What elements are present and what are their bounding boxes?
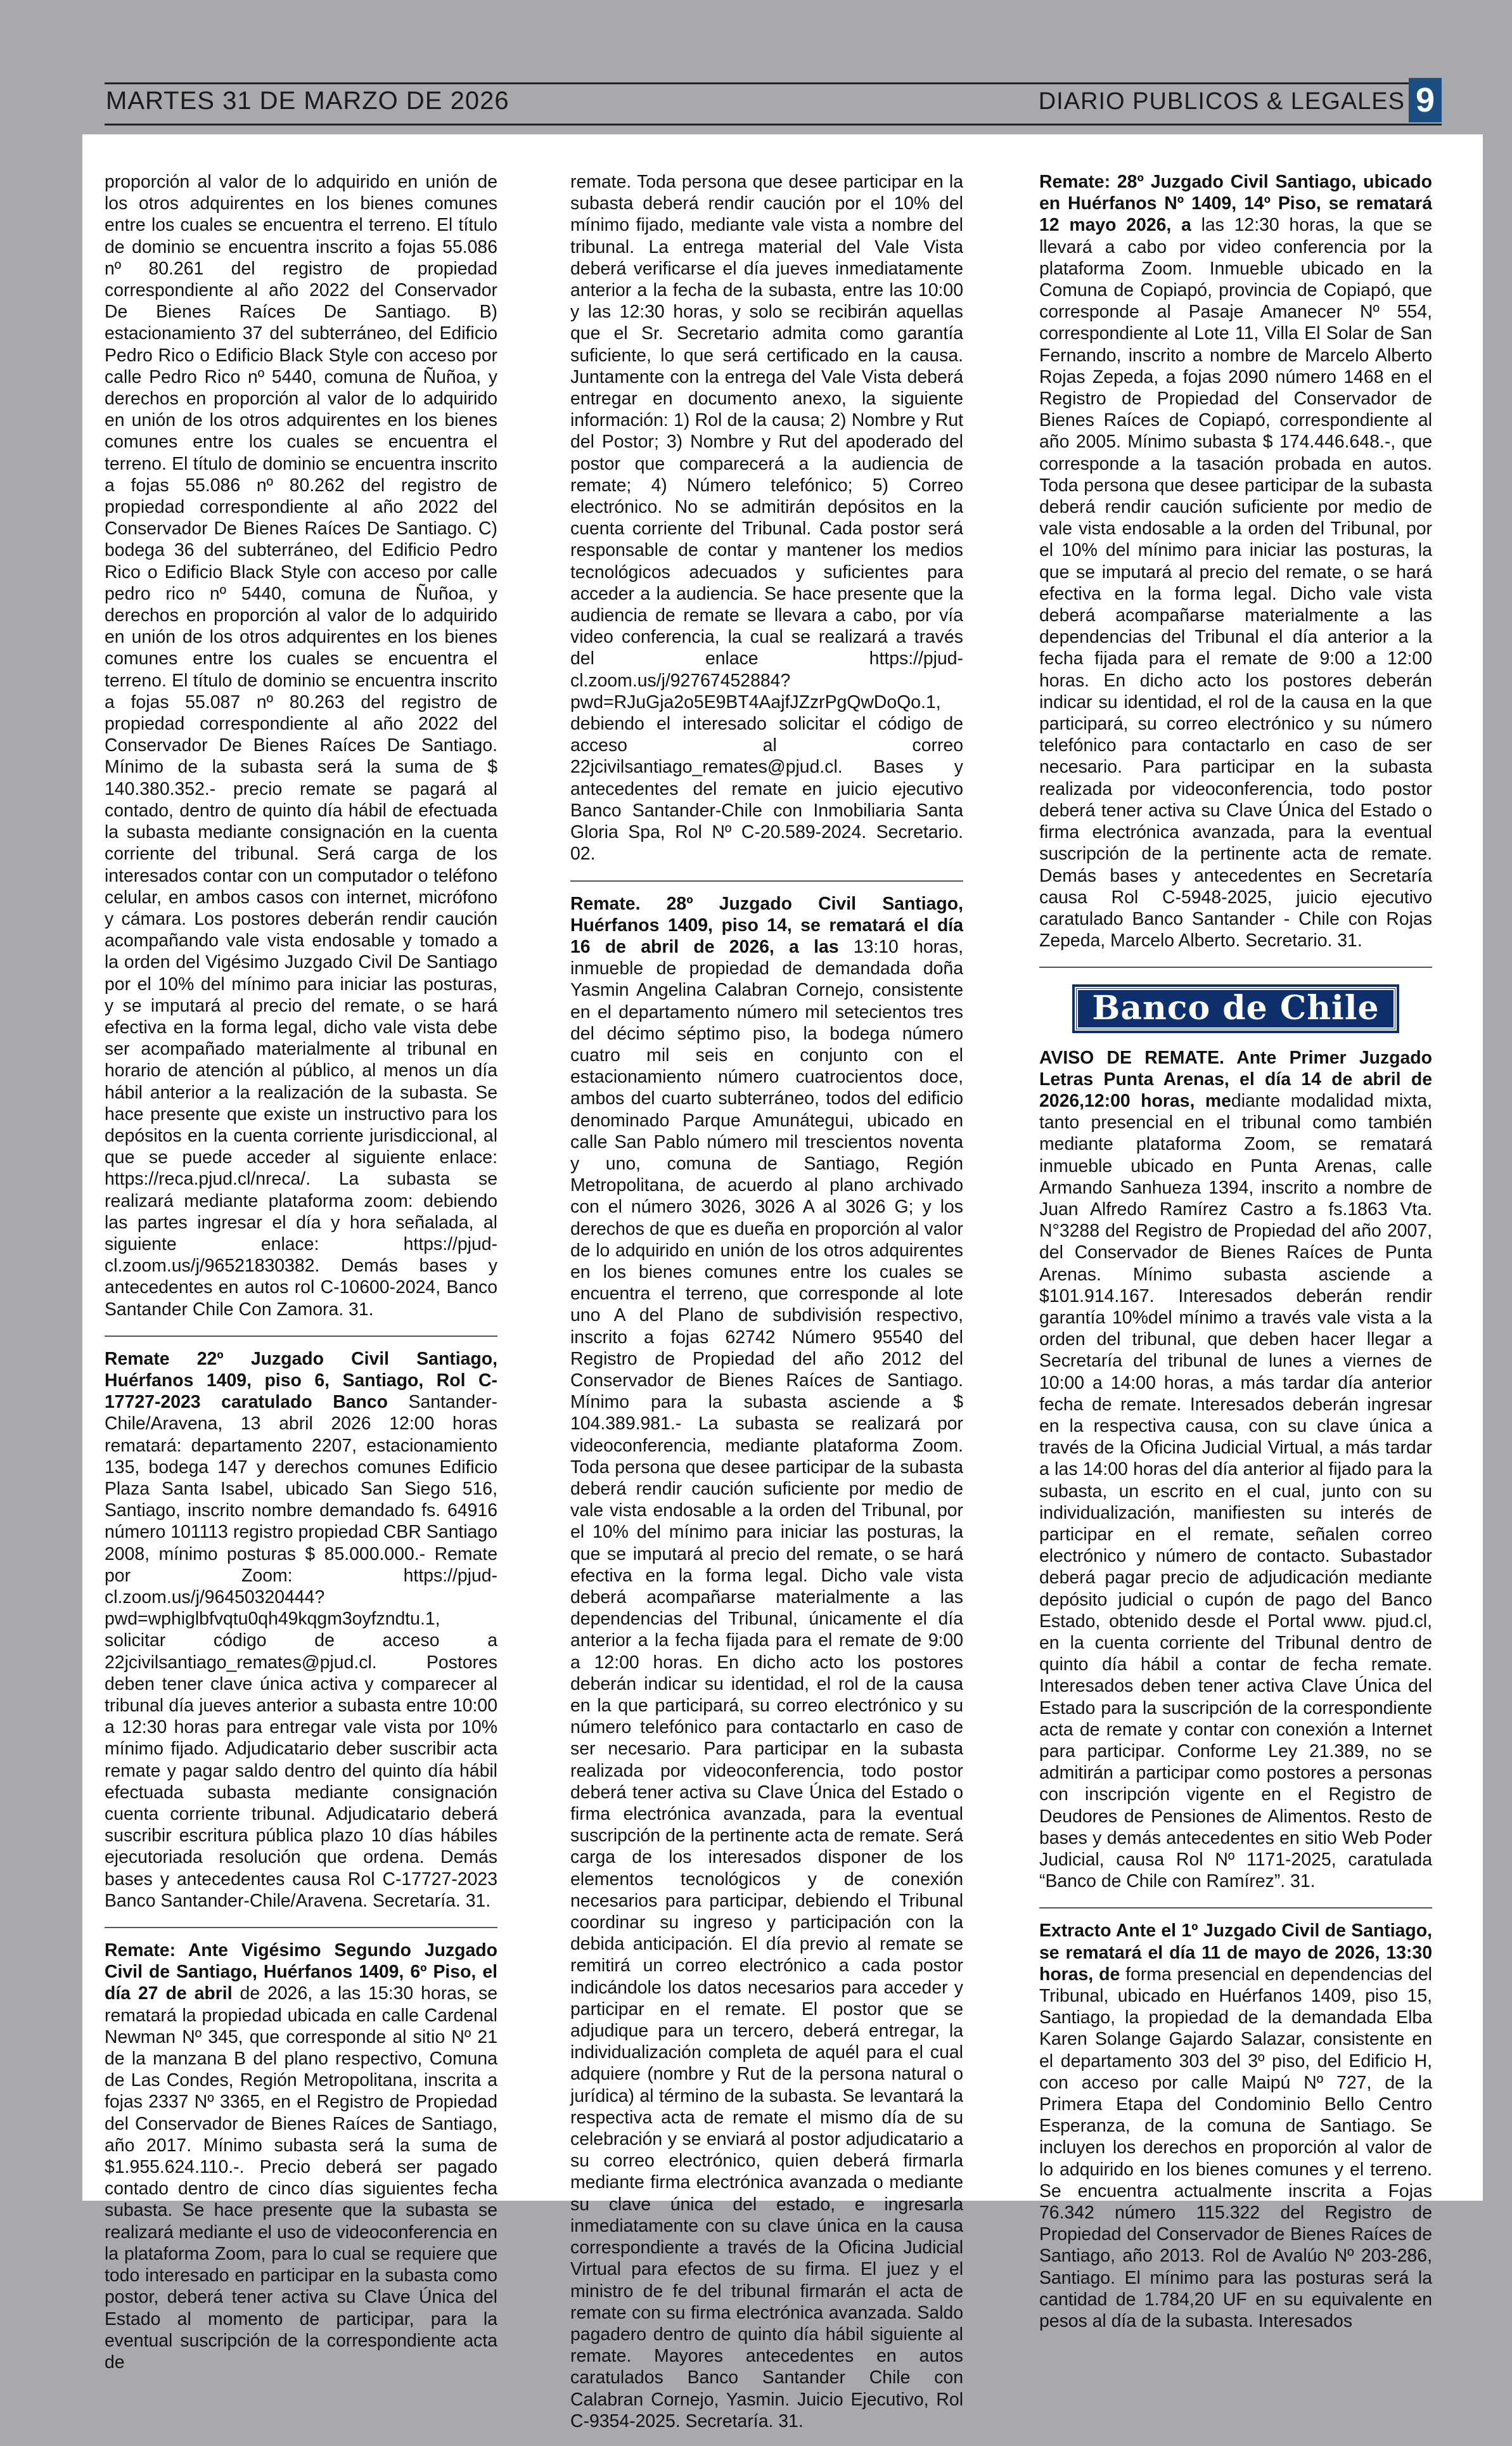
page-header [105, 82, 1442, 126]
column-1 [105, 171, 497, 2387]
column-2 [570, 171, 963, 2446]
notice-lead: Remate: Ante Vigésimo Segundo Juzgado Civil de Santiago, Huérfanos 1409, 6º Piso, el día 27 de abril [105, 1940, 497, 2004]
column-3 [1039, 171, 1432, 2346]
divider [105, 1336, 497, 1337]
notice-body: diante modalidad mixta, tanto presencial en el tribunal como también mediante plataforma Zoom, se rematará inmueble ubicado en Punta Arenas, calle Armando Sanhueza 1394, inscrito a nombre de Juan Alfredo Ramírez Castro a fs.1863 Vta. N°3288 del Registro de Propiedad del año 2007, del Conservador de Bienes Raíces de Punta Arenas. Mínimo subasta asciende a $101.914.167. Interesados deberán rendir garantía 10%del mínimo a través vale vista a la orden del tribunal, que deben hacer llegar a Secretaría del tribunal de lunes a viernes de 10:00 a 14:00 horas, a más tardar día anterior fecha de remate. Interesados deberán ingresar en la respectiva causa, con su clave única a través de la Oficina Judicial Virtual, a más tardar a las 14:00 horas del día anterior al fijado para la subasta, un escrito en el cual, junto con su individualización, manifiesten su interés de participar en el remate, señalen correo electrónico y número de contacto. Subastador deberá pagar precio de adjudicación mediante depósito judicial o cupón de pago del Banco Estado, obtenido desde el Portal www. pjud.cl, en la cuenta corriente del Tribunal dentro de quinto día hábil a contar de fecha remate. Interesados deben tener activa Clave Única del Estado para la suscripción de la correspondiente acta de remate y contar con conexión a Internet para participar. Conforme Ley 21.389, no se admitirán a participar como postores a personas con inscripción vigente en el Registro de Deudores de Pensiones de Alimentos. Resto de bases y demás antecedentes en sitio Web Poder Judicial, causa Rol Nº 1171-2025, caratulada “Banco de Chile con Ramírez”. 31. [1039, 1090, 1432, 1892]
notice-body: Santander-Chile/Aravena, 13 abril 2026 12:00 horas rematará: departamento 2207, estacionamiento 135, bodega 147 y derechos comunes Edificio Plaza Santa Isabel, ubicado San Siego 516, Santiago, inscrito nombre demandado fs. 64916 número 101113 registro propiedad CBR Santiago 2008, mínimo posturas $ 85.000.000.- Remate por Zoom: https://pjud- cl.zoom.us/j/96450320444?pwd=wphiglbfvqtu0qh49kqgm3oyfzndtu.1, solicitar código de acceso a 22jcivilsantiago_remates@pjud.cl. Postores deben tener clave única activa y comparecer al tribunal día jueves anterior a subasta entre 10:00 a 12:30 horas para entregar vale vista por 10% mínimo fijado. Adjudicatario deber suscribir acta remate y pagar saldo dentro del quinto día hábil efectuada subasta mediante consignación cuenta corriente tribunal. Adjudicatario deberá suscribir escritura pública plazo 10 días hábiles ejecutoriada resolución que ordena. Demás bases y antecedentes causa Rol C-17727-2023 Banco Santander-Chile/Aravena. Secretaría. 31. [105, 1392, 497, 1911]
notice-lead: AVISO DE REMATE. Ante Primer Juzgado Letras Punta Arenas, el día 14 de abril de 2026,12:00 horas, me [1039, 1047, 1432, 1111]
divider [1039, 967, 1432, 968]
notice-aviso-punta-arenas [1039, 1047, 1432, 1907]
publication-name: DIARIO PUBLICOS & LEGALES [1038, 88, 1405, 115]
divider [105, 1927, 497, 1928]
notice-body: de 2026, a las 15:30 horas, se rematará la propiedad ubicada en calle Cardenal Newman Nº 345, que corresponde al sitio Nº 21 de la manzana B del plano respectivo, Comuna de Las Condes, Región Metropolitana, inscrita a fojas 2337 Nº 3365, en el Registro de Propiedad del Conservador de Bienes Raíces de Santiago, año 2017. Mínimo subasta será la suma de $1.955.624.110.-. Precio deberá ser pagado contado dentro de cinco días siguientes fecha subasta. Se hace presente que la subasta se realizará mediante el uso de videoconferencia en la plataforma Zoom, para lo cual se requiere que todo interesado en participar en la subasta como postor, deberá tener activa su Clave Única del Estado al momento de participar, para la eventual suscripción de la correspondiente acta de [105, 1983, 497, 2372]
issue-date: MARTES 31 DE MARZO DE 2026 [106, 87, 509, 115]
divider [570, 880, 963, 882]
notice-remate-28-calabran [570, 893, 963, 2446]
notice-lead: Remate 22º Juzgado Civil Santiago, Huérfanos 1409, piso 6, Santiago, Rol C-17727-2023 caratulado Banco [105, 1348, 497, 1413]
notice-body: remate. Toda persona que desee participar en la subasta deberá rendir caución por el 10% del mínimo fijado, mediante vale vista a nombre del tribunal. La entrega material del Vale Vista deberá verificarse el día jueves inmediatamente anterior a la fecha de la subasta, entre las 10:00 y las 12:30 horas, y solo se recibirán aquellas que el Sr. Secretario admita como garantía suficiente, lo que será certificado en la causa. Juntamente con la entrega del Vale Vista deberá entregar en documento anexo, la siguiente información: 1) Rol de la causa; 2) Nombre y Rut del Postor; 3) Nombre y Rut del apoderado del postor que comparecerá a la audiencia de remate; 4) Número telefónico; 5) Correo electrónico. No se admitirán depósitos en la cuenta corriente del Tribunal. Cada postor será responsable de contar y mantener los medios tecnológicos adecuados y suficientes para acceder a la audiencia. Se hace presente que la audiencia de remate se llevara a cabo, por vía video conferencia, la cual se realizará a través del enlace https://pjud-cl.zoom.us/j/92767452884?pwd=RJuGja2o5E9BT4AajfJZzrPgQwDoQo.1, debiendo el interesado solicitar el código de acceso al correo 22jcivilsantiago_remates@pjud.cl. Bases y antecedentes del remate en juicio ejecutivo Banco Santander-Chile con Inmobiliaria Santa Gloria Spa, Rol Nº C-20.589-2024. Secretario. 02. [570, 172, 963, 865]
notice-body: proporción al valor de lo adquirido en unión de los otros adquirentes en los bienes comunes entre los cuales se encuentra el terreno. El título de dominio se encuentra inscrito a fojas 55.086 nº 80.261 del registro de propiedad correspondiente al año 2022 del Conservador De Bienes Raíces De Santiago. B) estacionamiento 37 del subterráneo, del Edificio Pedro Rico o Edificio Black Style con acceso por calle Pedro Rico nº 5440, comuna de Ñuñoa, y derechos en proporción al valor de lo adquirido en unión de los otros adquirentes en los bienes comunes entre los cuales se encuentra el terreno. El título de dominio se encuentra inscrito a fojas 55.086 nº 80.262 del registro de propiedad correspondiente al año 2022 del Conservador De Bienes Raíces De Santiago. C) bodega 36 del subterráneo, del Edificio Pedro Rico o Edificio Black Style con acceso por calle pedro rico nº 5440, comuna de Ñuñoa, y derechos en proporción al valor de lo adquirido en unión de los otros adquirentes en los bienes comunes entre los cuales se encuentra el terreno. El título de dominio se encuentra inscrito a fojas 55.087 nº 80.263 del registro de propiedad correspondiente al año 2022 del Conservador De Bienes Raíces De Santiago. Mínimo de la subasta será la suma de $ 140.380.352.- precio remate se pagará al contado, dentro de quinto día hábil de efectuada la subasta mediante consignación en la cuenta corriente del tribunal. Será carga de los interesados contar con un computador o teléfono celular, en ambos casos con internet, micrófono y cámara. Los postores deberán rendir caución acompañando vale vista endosable y tomado a la orden del Vigésimo Juzgado Civil De Santiago por el 10% del mínimo para iniciar las posturas, y se imputará al precio del remate, o se hará efectiva en la forma legal, dicho vale vista debe ser acompañado materialmente al tribunal en horario de atención al público, al menos un día hábil anterior a la realización de la subasta. Se hace presente que existe un instructivo para los depósitos en la cuenta corriente jurisdiccional, al que se puede acceder al siguiente enlace: https://reca.pjud.cl/nreca/. La subasta se realizará mediante plataforma zoom: debiendo las partes ingresar el día y hora señalada, al siguiente enlace: https://pjud-cl.zoom.us/j/96521830382. Demás bases y antecedentes en autos rol C-10600-2024, Banco Santander Chile Con Zamora. 31. [105, 172, 497, 1320]
notice-remate-22-aravena [105, 1348, 497, 1926]
notice-lead: Extracto Ante el 1º Juzgado Civil de Santiago, se rematará el día 11 de mayo de 2026, 13:30 horas, de [1039, 1921, 1432, 1985]
notice-body: las 12:30 horas, la que se llevará a cabo por video conferencia por la plataforma Zoom. Inmueble ubicado en la Comuna de Copiapó, provincia de Copiapó, que corresponde al Pasaje Amanecer Nº 554, correspondiente al Lote 11, Villa El Solar de San Fernando, inscrito a nombre de Marcelo Alberto Rojas Zepeda, a fojas 2090 número 1468 en el Registro de Propiedad del Conservador de Bienes Raíces de Copiapó, correspondiente al año 2005. Mínimo subasta $ 174.446.648.-, que corresponde a la tasación probada en autos. Toda persona que desee participar de la subasta deberá rendir caución suficiente por medio de vale vista endosable a la orden del Tribunal, por el 10% del mínimo para iniciar las posturas, la que se imputará al precio del remate, o se hará efectiva en la forma legal. Dicho vale vista deberá acompañarse materialmente a las dependencias del Tribunal el día anterior a la fecha fijada para el remate de 9:00 a 12:00 horas. En dicho acto los postores deberán indicar su identidad, el rol de la causa en la que participará, su correo electrónico y su número telefónico para contactarlo en caso de ser necesario. Para participar en la subasta realizada por videoconferencia, todo postor deberá tener activa su Clave Única del Estado o firma electrónica avanzada, para la eventual suscripción de la pertinente acta de remate. Demás bases y antecedentes en Secretaría causa Rol C-5948-2025, juicio ejecutivo caratulado Banco Santander - Chile con Rojas Zepeda, Marcelo Alberto. Secretario. 31. [1039, 215, 1432, 951]
notice-continued [570, 171, 963, 879]
notice-lead: Remate. 28º Juzgado Civil Santiago, Huérfanos 1409, piso 14, se rematará el día 16 de abril de 2026, a las [570, 893, 963, 957]
notice-lead: Remate: 28º Juzgado Civil Santiago, ubicado en Huérfanos Nº 1409, 14º Piso, se rematará 12 mayo 2026, a [1039, 172, 1432, 236]
divider [1039, 1907, 1432, 1909]
banco-de-chile-logo: Banco de Chile [1075, 987, 1396, 1030]
notice-body: 13:10 horas, inmueble de propiedad de demandada doña Yasmin Angelina Calabran Cornejo, consistente en el departamento número mil setecientos tres del décimo séptimo piso, la bodega número cuatro mil seis en conjunto con el estacionamiento número cuatrocientos doce, ambos del cuarto subterráneo, todos del edificio denominado Parque Amunátegui, ubicado en calle San Pablo número mil trescientos noventa y uno, comuna de Santiago, Región Metropolitana, de acuerdo al plano archivado con el número 3026, 3026 A al 3026 G; y los derechos de que es dueña en proporción al valor de lo adquirido en unión de los otros adquirentes en los bienes comunes entre los cuales se encuentra el terreno, que corresponde al lote uno A del Plano de subdivisión respectivo, inscrito a fojas 62742 Número 95540 del Registro de Propiedad del año 2012 del Conservador de Bienes Raíces de Santiago. Mínimo para la subasta asciende a $ 104.389.981.- La subasta se realizará por videoconferencia, mediante plataforma Zoom. Toda persona que desee participar de la subasta deberá rendir caución suficiente por medio de vale vista endosable a la orden del Tribunal, por el 10% del mínimo para iniciar las posturas, la que se imputará al precio del remate, o se hará efectiva en la forma legal. Dicho vale vista deberá acompañarse materialmente a las dependencias del Tribunal, únicamente el día anterior a la fecha fijada para el remate de 9:00 a 12:00 horas. En dicho acto los postores deberán indicar su identidad, el rol de la causa en la que participará, su correo electrónico y su número telefónico para contactarlo en caso de ser necesario. Para participar en la subasta realizada por videoconferencia, todo postor deberá tener activa su Clave Única del Estado o firma electrónica avanzada, para la eventual suscripción de la pertinente acta de remate. Será carga de los interesados disponer de los elementos tecnológicos y de conexión necesarios para participar, debiendo el Tribunal coordinar su ingreso y participación con la debida anticipación. El día previo al remate se remitirá un correo electrónico a cada postor indicándole los datos necesarios para acceder y participar en el remate. El postor que se adjudique para un tercero, deberá entregar, la individualización completa de aquél para el cual adquiere (nombre y Rut de la persona natural o jurídica) al término de la subasta. Se levantará la respectiva acta de remate el mismo día de su celebración y se enviará al postor adjudicatario a su correo electrónico, quien deberá firmarla mediante firma electrónica avanzada o mediante su clave única del estado, e ingresarla inmediatamente con su clave única en la causa correspondiente a través de la Oficina Judicial Virtual para efectos de su firma. El juez y el ministro de fe del tribunal firmarán el acta de remate con su firma electrónica avanzada. Saldo pagadero dentro de quinto día hábil siguiente al remate. Mayores antecedentes en autos caratulados Banco Santander Chile con Calabran Cornejo, Yasmin. Juicio Ejecutivo, Rol C-9354-2025. Secretaría. 31. [570, 936, 963, 2431]
notice-extracto-1-juzgado [1039, 1920, 1432, 2346]
notice-continued [105, 171, 497, 1334]
notice-remate-22-las-condes [105, 1940, 497, 2387]
notice-body: forma presencial en dependencias del Tribunal, ubicado en Huérfanos 1409, piso 15, Santiago, la propiedad de la demandada Elba Karen Solange Gajardo Salazar, consistente en el departamento 303 del 3º piso, del Edificio H, con acceso por calle Maipú Nº 727, de la Primera Etapa del Condominio Bello Centro Esperanza, de la comuna de Santiago. Se incluyen los derechos en proporción al valor de lo adquirido en los bienes comunes y el terreno. Se encuentra actualmente inscrita a Fojas 76.342 número 115.322 del Registro de Propiedad del Conservador de Bienes Raíces de Santiago, año 2013. Rol de Avalúo Nº 203-286, Santiago. El mínimo para las posturas será la cantidad de 1.784,20 UF en su equivalente en pesos al día de la subasta. Interesados [1039, 1964, 1432, 2332]
notice-remate-28-copiapo [1039, 171, 1432, 965]
advertiser-logo-block [1039, 979, 1432, 1046]
page-number: 9 [1409, 78, 1442, 122]
